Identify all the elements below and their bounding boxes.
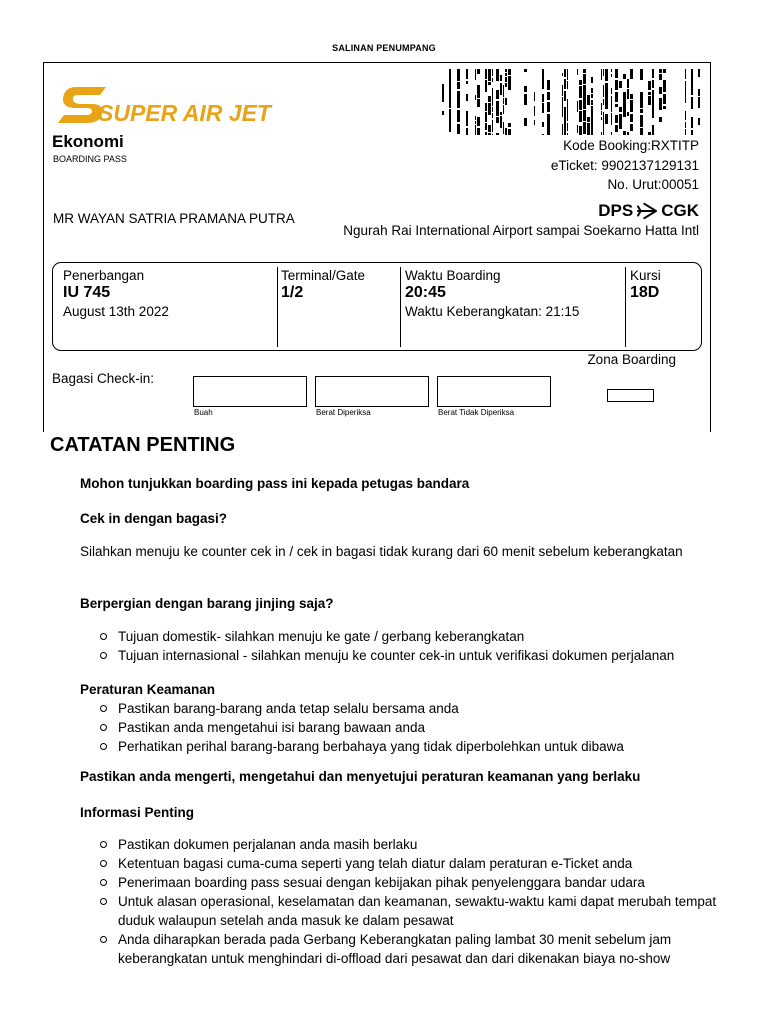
- info-title: Informasi Penting: [80, 805, 195, 820]
- divider: [400, 267, 401, 347]
- list-item: Tujuan internasional - silahkan menuju ke counter cek-in untuk verifikasi dokumen perjalanan: [98, 646, 718, 665]
- origin-code: DPS: [598, 201, 634, 220]
- copy-label: SALINAN PENUMPANG: [332, 43, 436, 53]
- route: [598, 201, 699, 221]
- baggage-checked-caption: Berat Diperiksa: [316, 408, 371, 417]
- list-item: Penerimaan boarding pass sesuai dengan kebijakan pihak penyelenggara bandar udara: [98, 873, 718, 892]
- booking-code: Kode Booking:RXTITP: [563, 138, 699, 153]
- airport-names: Ngurah Rai International Airport sampai Soekarno Hatta Intl: [343, 223, 699, 238]
- boarding-column: [405, 268, 579, 319]
- brand-name: SUPER AIR JET: [98, 100, 271, 126]
- boarding-zone-label: Zona Boarding: [587, 352, 676, 367]
- departure-time: Waktu Keberangkatan: 21:15: [405, 304, 580, 319]
- baggage-unchecked-weight-box: [437, 376, 551, 407]
- checkin-question: Cek in dengan bagasi?: [80, 511, 228, 526]
- flight-label: Penerbangan: [63, 268, 145, 283]
- list-item: Tujuan domestik- silahkan menuju ke gate / gerbang keberangkatan: [98, 627, 718, 646]
- flight-number: IU 745: [63, 284, 111, 301]
- security-title: Peraturan Keamanan: [80, 682, 216, 697]
- booking-info: [551, 136, 699, 195]
- list-item: Anda diharapkan berada pada Gerbang Keberangkatan paling lambat 30 menit sebelum jam keberangkatan untuk menghindari di-offload dari pesawat dan dari dikenakan biaya no-show: [98, 930, 718, 968]
- list-item: Untuk alasan operasional, keselamatan dan keamanan, sewaktu-waktu kami dapat merubah tempat duduk walaupun setelah anda masuk ke dalam pesawat: [98, 892, 718, 930]
- show-pass-note: Mohon tunjukkan boarding pass ini kepada petugas bandara: [80, 476, 470, 491]
- airplane-icon: [636, 202, 658, 220]
- important-notes: [50, 430, 730, 1024]
- baggage-unchecked-caption: Berat Tidak Diperiksa: [438, 408, 515, 417]
- list-item: Pastikan barang-barang anda tetap selalu bersama anda: [98, 699, 718, 718]
- boarding-zone-box: [607, 389, 654, 402]
- seat-label: Kursi: [630, 268, 661, 283]
- flight-column: [63, 268, 169, 319]
- list-item: Pastikan dokumen perjalanan anda masih berlaku: [98, 835, 718, 854]
- list-item: Pastikan anda mengetahui isi barang bawaan anda: [98, 718, 718, 737]
- terminal-column: [281, 268, 365, 302]
- list-item: Ketentuan bagasi cuma-cuma seperti yang telah diatur dalam peraturan e-Ticket anda: [98, 854, 718, 873]
- document-type: BOARDING PASS: [53, 154, 127, 164]
- sequence-number: No. Urut:00051: [607, 177, 699, 192]
- baggage-label: Bagasi Check-in:: [52, 371, 155, 386]
- baggage-checked-weight-box: [315, 376, 429, 407]
- terminal-label: Terminal/Gate: [281, 268, 366, 283]
- notes-title: CATATAN PENTING: [50, 434, 236, 456]
- boarding-pass: [43, 62, 711, 432]
- agree-note: Pastikan anda mengerti, mengetahui dan menyetujui peraturan keamanan yang berlaku: [80, 769, 641, 784]
- seat-number: 18D: [630, 284, 660, 301]
- divider: [625, 267, 626, 347]
- carry-question: Berpergian dengan barang jinjing saja?: [80, 596, 334, 611]
- terminal-gate: 1/2: [281, 284, 304, 301]
- info-list: [98, 835, 718, 968]
- baggage-pieces-box: [193, 376, 307, 407]
- eticket-number: eTicket: 9902137129131: [550, 157, 699, 173]
- list-item: Perhatikan perihal barang-barang berbahaya yang tidak diperbolehkan untuk dibawa: [98, 737, 718, 756]
- baggage-pieces-caption: Buah: [194, 408, 213, 417]
- boarding-time: 20:45: [405, 284, 446, 301]
- barcode-icon: [442, 69, 700, 135]
- checkin-text: Silahkan menuju ke counter cek in / cek in bagasi tidak kurang dari 60 menit sebelum keberangkatan: [80, 544, 683, 559]
- flight-date: August 13th 2022: [63, 304, 169, 319]
- boarding-label: Waktu Boarding: [405, 268, 501, 283]
- carry-list: [98, 627, 718, 665]
- passenger-name: MR WAYAN SATRIA PRAMANA PUTRA: [53, 211, 295, 226]
- destination-code: CGK: [661, 201, 699, 220]
- flight-details-box: [52, 262, 702, 351]
- security-list: [98, 699, 718, 756]
- super-air-jet-logo: [54, 81, 284, 127]
- cabin-class: Ekonomi: [52, 132, 124, 151]
- seat-column: [630, 268, 661, 302]
- divider: [277, 267, 278, 347]
